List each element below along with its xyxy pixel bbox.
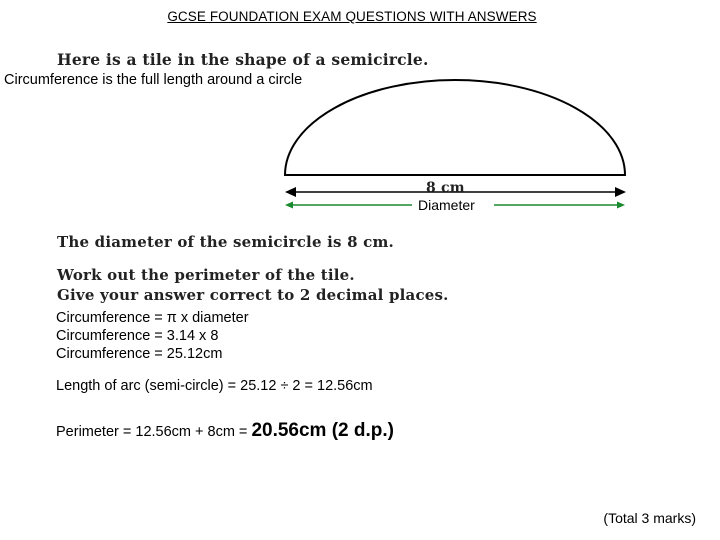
working-line-2: Circumference = 3.14 x 8: [56, 328, 219, 344]
question-task-line-1: Work out the perimeter of the tile.: [57, 266, 355, 284]
arc-length-line: Length of arc (semi-circle) = 25.12 ÷ 2 = 12.56cm: [56, 378, 373, 394]
page-title: GCSE FOUNDATION EXAM QUESTIONS WITH ANSWERS: [167, 9, 537, 24]
dimension-label: 8 cm: [426, 180, 465, 196]
diameter-label: Diameter: [418, 197, 475, 213]
working-line-3: Circumference = 25.12cm: [56, 346, 223, 362]
total-marks: (Total 3 marks): [603, 510, 696, 526]
perimeter-answer: 20.56cm (2 d.p.): [251, 420, 394, 441]
perimeter-prefix: Perimeter = 12.56cm + 8cm =: [56, 424, 252, 440]
definition-term: Circumference: [4, 72, 99, 88]
perimeter-line: [56, 420, 394, 442]
definition-text: is the full length around a circle: [98, 72, 303, 88]
semicircle-shape: [285, 80, 625, 175]
question-diameter: The diameter of the semicircle is 8 cm.: [57, 233, 394, 251]
working-line-1: Circumference = π x diameter: [56, 310, 249, 326]
question-intro: Here is a tile in the shape of a semicircle.: [57, 50, 429, 69]
question-task-line-2: Give your answer correct to 2 decimal places.: [57, 286, 449, 304]
